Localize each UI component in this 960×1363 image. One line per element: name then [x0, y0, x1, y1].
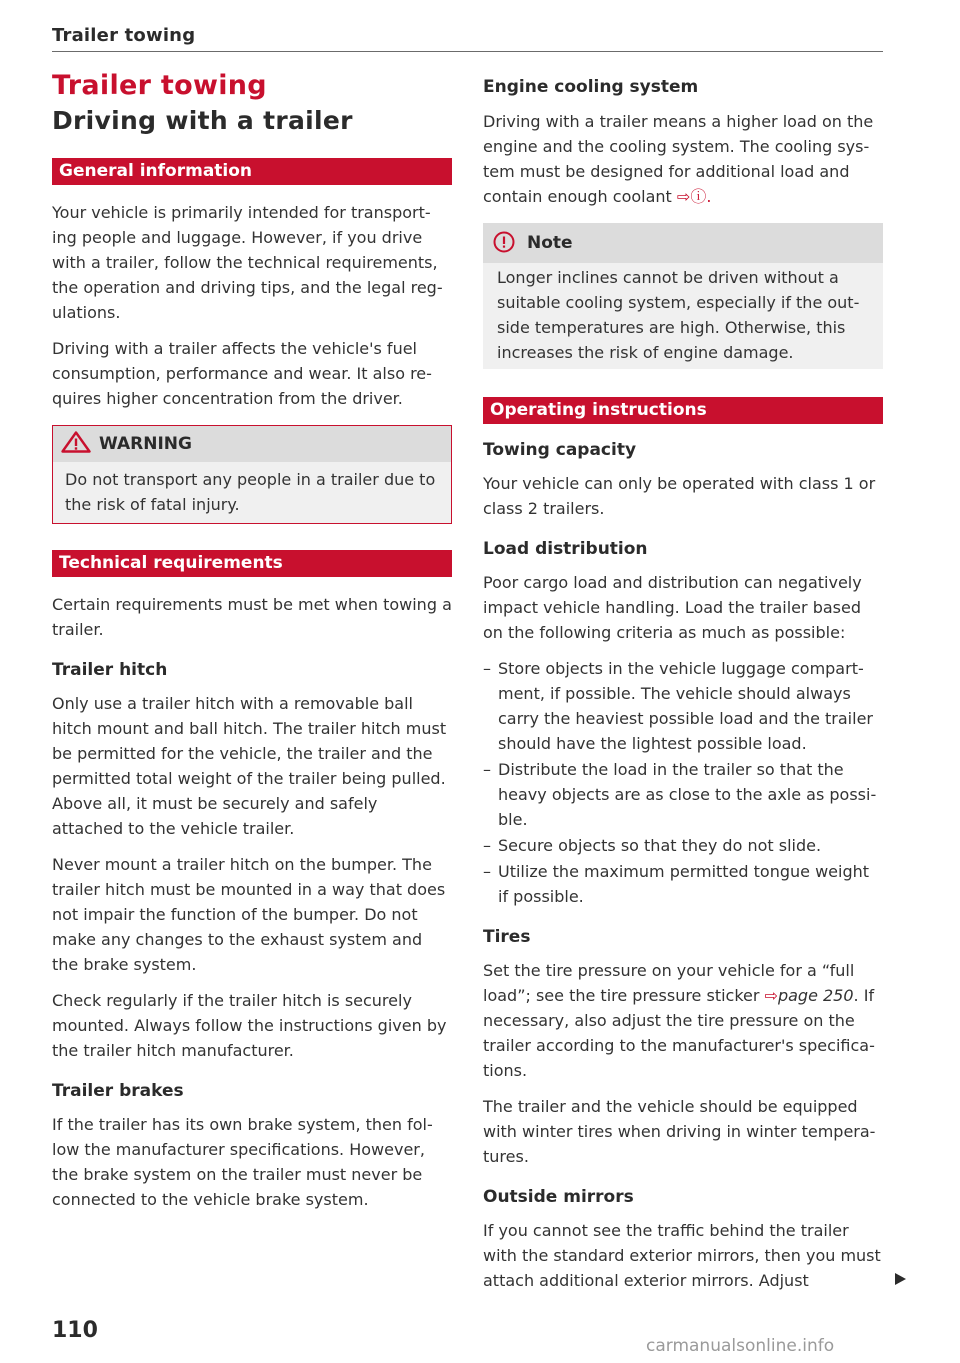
tires-heading: Tires: [483, 927, 531, 948]
tires-text-a: Set the tire pressure on your vehicle for a “full load”; see the tire pressure sticker: [483, 961, 855, 1006]
section-title: Driving with a trailer: [52, 106, 353, 136]
list-item: – Secure objects so that they do not slide.: [483, 833, 883, 858]
warning-header: [53, 426, 451, 462]
hitch-paragraph-3: Check regularly if the trailer hitch is securely mounted. Always follow the instructions given by the trailer hitch manufacturer.: [52, 991, 447, 1061]
operating-instructions-bar: Operating instructions: [483, 397, 883, 424]
list-item: – Utilize the maximum permitted tongue weight if possible.: [483, 859, 883, 909]
watermark: carmanualsonline.info: [646, 1336, 835, 1356]
note-reference-link[interactable]: ⇨ⓘ.: [676, 187, 712, 207]
chapter-title: Trailer towing: [52, 70, 267, 101]
note-body: [483, 263, 883, 369]
note-header: [483, 223, 883, 263]
right-column: [483, 76, 883, 1304]
warning-text: Do not transport any people in a trailer due to the risk of fatal injury.: [65, 470, 436, 515]
tires-paragraph-2: The trailer and the vehicle should be equipped with winter tires when driving in winter tempera-tures.: [483, 1097, 876, 1167]
left-column: [52, 68, 452, 1223]
technical-paragraph: Certain requirements must be met when towing a trailer.: [52, 595, 452, 640]
general-paragraph-1: Your vehicle is primarily intended for transport-ing people and luggage. However, if you drive with a trailer, follow the technical requirements, the operation and driving tips, and the legal reg-ulations.: [52, 203, 443, 323]
engine-cooling-heading: Engine cooling system: [483, 77, 699, 97]
info-circle-icon: [493, 231, 515, 253]
continue-arrow-icon: [893, 1272, 907, 1286]
tires-paragraph-1: [483, 958, 883, 1083]
list-item: – Distribute the load in the trailer so that the heavy objects are as close to the axle as possi-ble.: [483, 757, 883, 832]
running-header: Trailer towing: [52, 25, 196, 46]
capacity-paragraph: Your vehicle can only be operated with class 1 or class 2 trailers.: [483, 474, 876, 519]
mirrors-paragraph: If you cannot see the traffic behind the trailer with the standard exterior mirrors, then you must attach additional exterior mirrors. Adjust: [483, 1221, 881, 1291]
warning-label: WARNING: [99, 434, 192, 455]
load-paragraph: Poor cargo load and distribution can negatively impact vehicle handling. Load the trailer based on the following criteria as much as possible:: [483, 573, 862, 643]
tires-text-b: . If necessary, also adjust the tire pressure on the trailer according to the manufacturer's specifica-tions.: [483, 986, 875, 1081]
warning-box: [52, 425, 452, 524]
trailer-hitch-heading: Trailer hitch: [52, 660, 168, 681]
note-text: Longer inclines cannot be driven without a suitable cooling system, especially if the out-side temperatures are high. Otherwise, this increases the risk of engine damage.: [497, 268, 860, 363]
cooling-text: Driving with a trailer means a higher load on the engine and the cooling system. The cooling sys-tem must be designed for additional load and contain enough coolant: [483, 112, 874, 207]
load-list: [483, 656, 883, 909]
hitch-paragraph-1: Only use a trailer hitch with a removable ball hitch mount and ball hitch. The trailer hitch must be permitted for the vehicle, the trailer and the permitted total weight of the trailer being pulled. Above all, it must be securely and safely attached to the vehicle trailer.: [52, 694, 447, 839]
cooling-paragraph: [483, 109, 883, 209]
brakes-paragraph: If the trailer has its own brake system, then fol-low the manufacturer specifications. However, the brake system on the trailer must never be connected to the vehicle brake system.: [52, 1115, 433, 1210]
general-information-bar: General information: [52, 158, 452, 185]
load-distribution-heading: Load distribution: [483, 539, 648, 560]
outside-mirrors-heading: Outside mirrors: [483, 1187, 634, 1208]
technical-requirements-bar: Technical requirements: [52, 550, 452, 577]
page-number: 110: [52, 1318, 98, 1343]
general-paragraph-2: Driving with a trailer affects the vehicle's fuel consumption, performance and wear. It also re-quires higher concentration from the driver.: [52, 339, 432, 409]
warning-body: [53, 462, 451, 523]
hitch-paragraph-2: Never mount a trailer hitch on the bumper. The trailer hitch must be mounted in a way that does not impair the function of the bumper. Do not make any changes to the exhaust system and the brake system.: [52, 855, 446, 975]
page-reference-link[interactable]: page 250: [777, 986, 854, 1006]
towing-capacity-heading: Towing capacity: [483, 440, 637, 461]
warning-triangle-icon: [61, 431, 91, 453]
note-label: Note: [527, 233, 573, 254]
trailer-brakes-heading: Trailer brakes: [52, 1081, 184, 1102]
header-rule: [52, 51, 883, 52]
page-reference-arrow[interactable]: ⇨: [764, 986, 778, 1006]
list-item: – Store objects in the vehicle luggage compart-ment, if possible. The vehicle should always carry the heaviest possible load and the trailer should have the lightest possible load.: [483, 656, 883, 756]
note-box: [483, 223, 883, 369]
